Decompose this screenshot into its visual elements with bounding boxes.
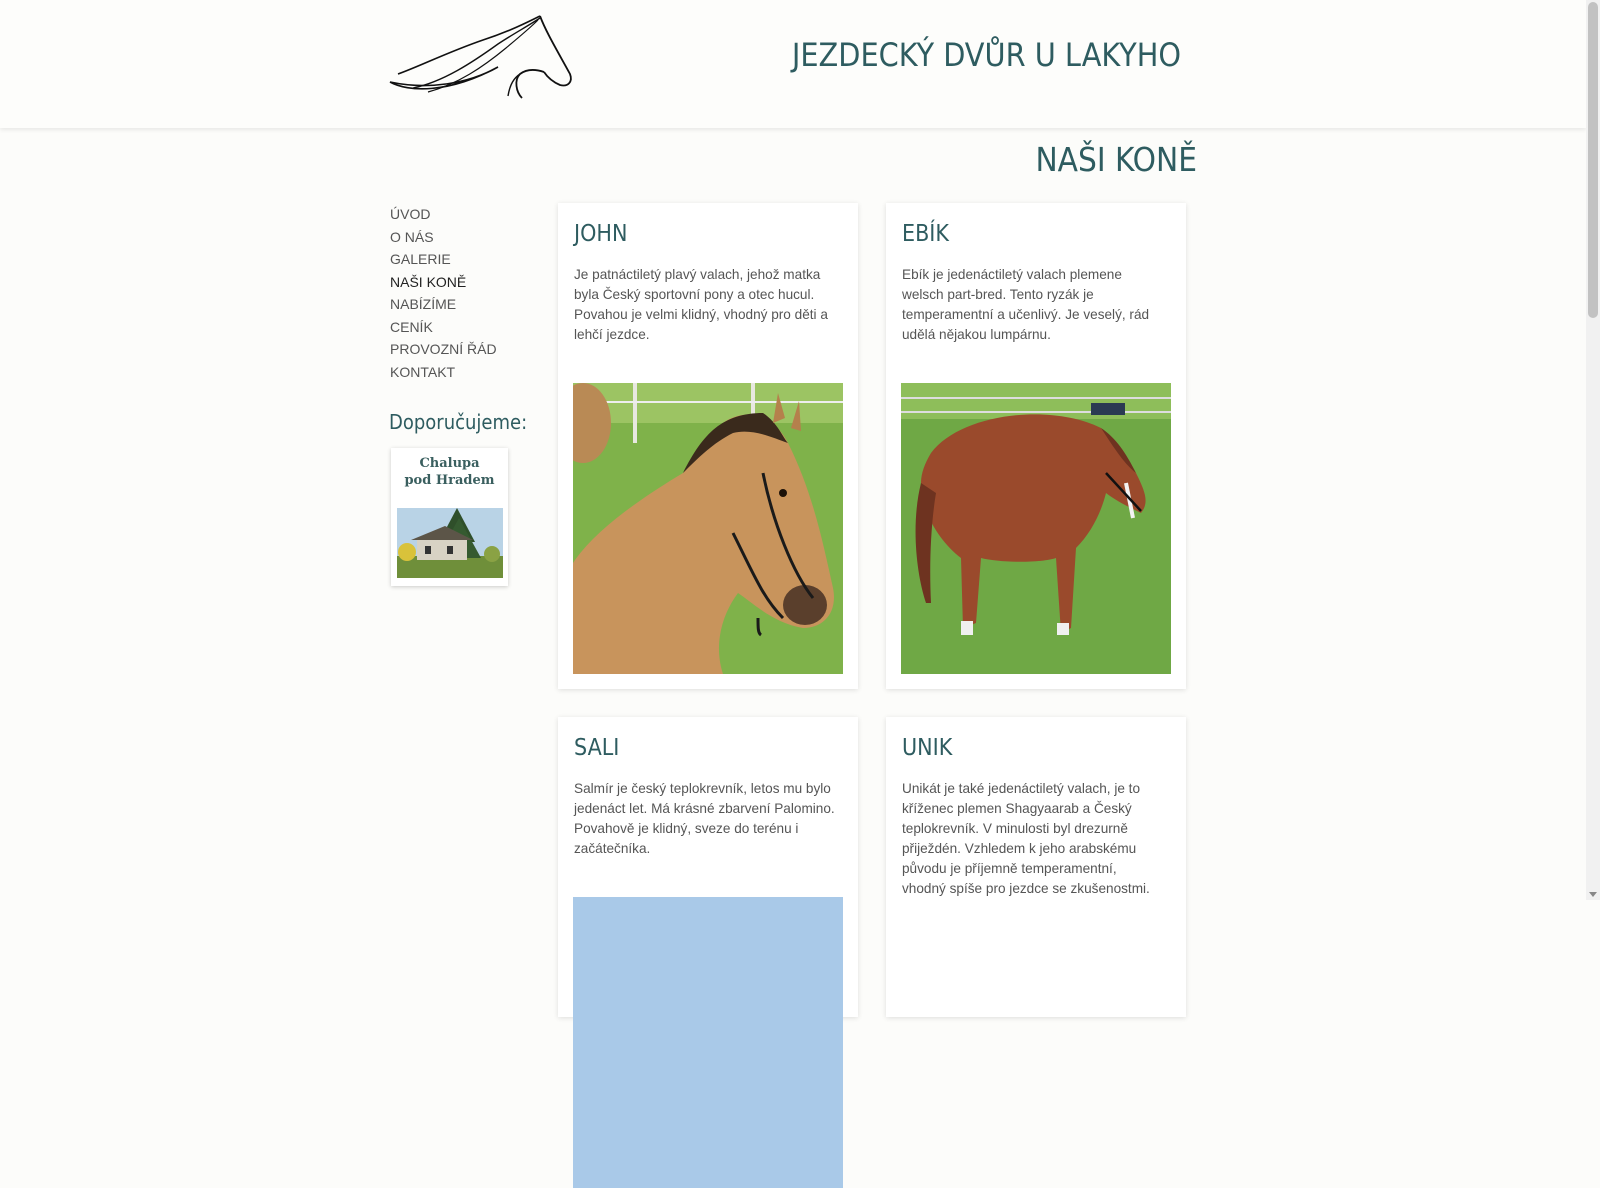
horse-description: Ebík je jedenáctiletý valach plemene welsch part-bred. Tento ryzák je temperamentní a učenlivý. Je veselý, rád udělá nějakou lumpárnu.: [902, 267, 1150, 342]
horse-description: Unikát je také jedenáctiletý valach, je to kříženec plemen Shagyaarab a Český teplokrevník. V minulosti byl drezurně přiježdén. Vzhledem k jeho arabskému původu je příjemně temperamentní, vhodný spíše pro jezdce se zkušenostmi.: [902, 781, 1150, 896]
horse-card-ebik: [886, 203, 1186, 689]
nav-item-uvod[interactable]: ÚVOD: [390, 206, 431, 222]
nav-item-cenik[interactable]: CENÍK: [390, 318, 433, 335]
scrollbar-thumb[interactable]: [1588, 2, 1598, 318]
promo-banner-chalupa[interactable]: [391, 448, 508, 586]
horse-photo-ebik[interactable]: [901, 383, 1171, 674]
recommend-heading: Doporučujeme:: [389, 410, 528, 434]
horse-description: Salmír je český teplokrevník, letos mu bylo jedenáct let. Má krásné zbarvení Palomino. Povahově je klidný, sveze do terénu i začátečníka.: [574, 781, 835, 856]
nav-item-nabizime[interactable]: NABÍZÍME: [390, 296, 457, 312]
promo-title: Chalupa pod Hradem: [404, 456, 495, 488]
cottage-photo: [397, 508, 503, 578]
nav-item-kontakt[interactable]: KONTAKT: [390, 363, 456, 380]
nav-item-o-nas[interactable]: O NÁS: [390, 228, 434, 245]
horse-description: Je patnáctiletý plavý valach, jehož matka byla Český sportovní pony a otec hucul. Povahou je velmi klidný, vhodný pro děti a lehčí jezdce.: [574, 267, 828, 342]
horse-photo-sali[interactable]: [573, 897, 843, 1188]
nav-item-nasi-kone[interactable]: NAŠI KONĚ: [390, 273, 467, 290]
nav-item-galerie[interactable]: GALERIE: [390, 251, 451, 267]
horse-name: JOHN: [574, 221, 628, 247]
site-title: JEZDECKÝ DVŮR U LAKYHO: [791, 36, 1181, 74]
horse-name: SALI: [574, 735, 620, 761]
nav-item-provozni-rad[interactable]: PROVOZNÍ ŘÁD: [390, 341, 497, 357]
horse-logo-icon[interactable]: [388, 12, 578, 102]
scroll-down-arrow-icon[interactable]: [1589, 892, 1597, 897]
horse-name: EBÍK: [902, 221, 949, 247]
horse-card-john: [558, 203, 858, 689]
page-title: NAŠI KONĚ: [1035, 140, 1197, 179]
horse-name: UNIK: [902, 735, 953, 761]
horse-card-sali: [558, 717, 858, 1017]
page-scrollbar[interactable]: [1586, 0, 1600, 900]
site-header: [0, 0, 1586, 128]
main-navigation: [390, 203, 497, 383]
horse-photo-john[interactable]: [573, 383, 843, 674]
horse-card-unik: [886, 717, 1186, 1017]
